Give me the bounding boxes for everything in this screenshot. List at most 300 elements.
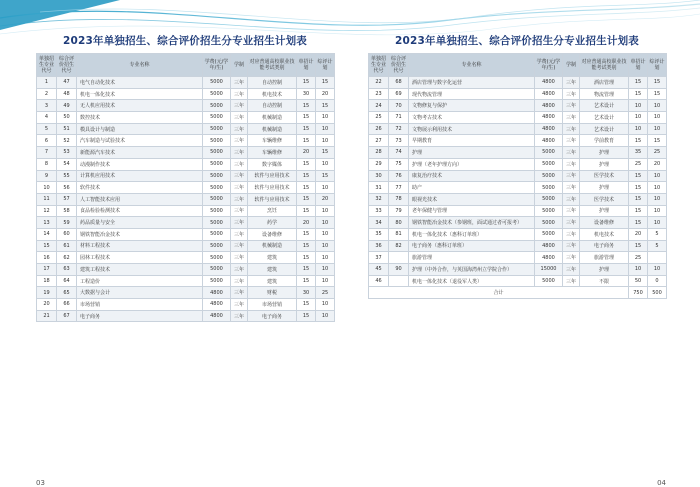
cell-eval-plan: 10: [648, 205, 667, 217]
cell-eval-plan: 5: [648, 228, 667, 240]
cell-eval-code: 66: [57, 299, 77, 311]
cell-enroll-code: 7: [37, 147, 57, 159]
cell-eval-plan: 10: [648, 217, 667, 229]
header-enroll-code: 单独招生专业代号: [369, 54, 389, 77]
cell-single-plan: 15: [297, 205, 316, 217]
cell-single-plan: 15: [629, 217, 648, 229]
table-row: [369, 170, 667, 182]
cell-exam-category: 软件与应用技术: [248, 170, 297, 182]
cell-exam-category: 护理: [580, 147, 629, 159]
cell-enroll-code: 3: [37, 100, 57, 112]
cell-major-name: 动漫制作技术: [77, 158, 203, 170]
cell-exam-category: 酒店管理: [580, 77, 629, 89]
cell-tuition: 4800: [203, 310, 231, 322]
cell-major-name: 老年保健与管理: [409, 205, 535, 217]
cell-major-name: 食品检验检测技术: [77, 205, 203, 217]
cell-exam-category: 机械制造: [248, 123, 297, 135]
cell-duration: 三年: [563, 252, 580, 264]
cell-enroll-code: 18: [37, 275, 57, 287]
cell-tuition: 5000: [203, 123, 231, 135]
cell-tuition: 5000: [203, 193, 231, 205]
table-row: [369, 252, 667, 264]
cell-tuition: 5000: [203, 264, 231, 276]
cell-enroll-code: 33: [369, 205, 389, 217]
cell-eval-code: 77: [389, 182, 409, 194]
header-single-plan: 单招计划: [629, 54, 648, 77]
table-row: [37, 100, 335, 112]
cell-eval-code: [389, 275, 409, 287]
cell-eval-code: 90: [389, 264, 409, 276]
cell-major-name: 酒店管理与数字化运营: [409, 77, 535, 89]
cell-eval-plan: 10: [316, 299, 335, 311]
cell-tuition: 5000: [203, 135, 231, 147]
cell-single-plan: 20: [297, 147, 316, 159]
cell-eval-plan: 10: [316, 217, 335, 229]
cell-major-name: 电子商务（惠科订单班）: [409, 240, 535, 252]
header-single-plan: 单招计划: [297, 54, 316, 77]
cell-eval-code: 69: [389, 88, 409, 100]
cell-eval-plan: 15: [316, 100, 335, 112]
cell-single-plan: 15: [297, 100, 316, 112]
cell-major-name: 助产: [409, 182, 535, 194]
cell-major-name: 旅游管理: [409, 252, 535, 264]
cell-eval-plan: 10: [648, 193, 667, 205]
cell-duration: 三年: [231, 264, 248, 276]
cell-major-name: 市场营销: [77, 299, 203, 311]
cell-tuition: 4800: [535, 135, 563, 147]
cell-tuition: 4800: [535, 123, 563, 135]
cell-eval-code: 47: [57, 77, 77, 89]
total-single-plan: 750: [629, 287, 648, 299]
cell-eval-code: [389, 252, 409, 264]
cell-exam-category: 机电技术: [580, 228, 629, 240]
cell-single-plan: 15: [297, 193, 316, 205]
cell-major-name: 材料工程技术: [77, 240, 203, 252]
header-duration: 学制: [231, 54, 248, 77]
cell-tuition: 4800: [535, 88, 563, 100]
cell-major-name: 工程造价: [77, 275, 203, 287]
cell-duration: 三年: [231, 217, 248, 229]
table-row: [37, 287, 335, 299]
left-page: [36, 34, 334, 487]
cell-tuition: 4800: [203, 299, 231, 311]
cell-enroll-code: 12: [37, 205, 57, 217]
cell-single-plan: 35: [629, 147, 648, 159]
cell-eval-plan: 20: [648, 158, 667, 170]
cell-major-name: 钢铁智能冶金技术: [77, 228, 203, 240]
table-row: [369, 158, 667, 170]
cell-eval-code: 81: [389, 228, 409, 240]
cell-duration: 三年: [563, 275, 580, 287]
cell-duration: 三年: [231, 205, 248, 217]
cell-eval-plan: 5: [648, 240, 667, 252]
cell-duration: 三年: [231, 123, 248, 135]
cell-tuition: 5000: [203, 147, 231, 159]
cell-tuition: 5000: [203, 77, 231, 89]
cell-enroll-code: 35: [369, 228, 389, 240]
cell-exam-category: 艺术设计: [580, 100, 629, 112]
cell-single-plan: 25: [629, 252, 648, 264]
cell-duration: 三年: [563, 158, 580, 170]
cell-single-plan: 30: [297, 88, 316, 100]
cell-eval-code: 61: [57, 240, 77, 252]
header-duration: 学制: [563, 54, 580, 77]
cell-duration: 三年: [231, 193, 248, 205]
cell-single-plan: 15: [297, 170, 316, 182]
cell-eval-code: 74: [389, 147, 409, 159]
cell-enroll-code: 34: [369, 217, 389, 229]
cell-duration: 三年: [231, 228, 248, 240]
cell-duration: 三年: [563, 182, 580, 194]
cell-tuition: 5000: [535, 170, 563, 182]
cell-eval-code: 67: [57, 310, 77, 322]
table-row: [369, 88, 667, 100]
cell-major-name: 人工智能技术应用: [77, 193, 203, 205]
cell-exam-category: 设备维修: [580, 217, 629, 229]
cell-duration: 三年: [231, 135, 248, 147]
header-tuition: 学费(元/学年/生): [535, 54, 563, 77]
header-eval-plan: 综评计划: [316, 54, 335, 77]
cell-eval-code: 51: [57, 123, 77, 135]
table-row: [37, 182, 335, 194]
cell-eval-code: 76: [389, 170, 409, 182]
cell-tuition: 5000: [203, 240, 231, 252]
cell-tuition: 4800: [203, 287, 231, 299]
table-row: [37, 205, 335, 217]
cell-eval-code: 80: [389, 217, 409, 229]
cell-eval-code: 75: [389, 158, 409, 170]
cell-tuition: 5000: [203, 112, 231, 124]
page-title: 2023年单独招生、综合评价招生分专业招生计划表: [394, 35, 640, 47]
cell-major-name: 药品质量与安全: [77, 217, 203, 229]
cell-duration: 三年: [563, 193, 580, 205]
cell-duration: 三年: [563, 205, 580, 217]
cell-major-name: 现代物流管理: [409, 88, 535, 100]
cell-exam-category: 机电技术: [248, 88, 297, 100]
cell-enroll-code: 29: [369, 158, 389, 170]
total-row: [369, 287, 667, 299]
table-row: [37, 193, 335, 205]
cell-major-name: 电气自动化技术: [77, 77, 203, 89]
cell-single-plan: 10: [629, 264, 648, 276]
cell-enroll-code: 26: [369, 123, 389, 135]
cell-enroll-code: 32: [369, 193, 389, 205]
cell-eval-plan: 10: [316, 112, 335, 124]
cell-eval-code: 55: [57, 170, 77, 182]
cell-enroll-code: 9: [37, 170, 57, 182]
cell-eval-plan: 10: [316, 182, 335, 194]
page-title: 2023年单独招生、综合评价招生分专业招生计划表: [62, 35, 308, 47]
table-row: [369, 135, 667, 147]
cell-exam-category: 软件与应用技术: [248, 193, 297, 205]
cell-duration: 三年: [563, 217, 580, 229]
enrollment-table-left: [36, 53, 335, 322]
table-body-left: [37, 77, 335, 322]
cell-eval-code: 64: [57, 275, 77, 287]
cell-tuition: 5000: [203, 100, 231, 112]
cell-single-plan: 10: [629, 100, 648, 112]
cell-major-name: 文物考古技术: [409, 112, 535, 124]
cell-tuition: 4800: [535, 240, 563, 252]
cell-eval-code: 70: [389, 100, 409, 112]
cell-enroll-code: 37: [369, 252, 389, 264]
cell-major-name: 电子商务: [77, 310, 203, 322]
cell-single-plan: 15: [297, 252, 316, 264]
total-label: 合计: [369, 287, 629, 299]
table-row: [369, 217, 667, 229]
cell-major-name: 建筑工程技术: [77, 264, 203, 276]
cell-eval-plan: 10: [648, 100, 667, 112]
table-row: [369, 112, 667, 124]
cell-duration: 三年: [231, 170, 248, 182]
enrollment-table-right: [368, 53, 667, 299]
cell-enroll-code: 20: [37, 299, 57, 311]
right-page: [368, 34, 666, 487]
cell-enroll-code: 8: [37, 158, 57, 170]
cell-exam-category: 建筑: [248, 252, 297, 264]
cell-duration: 三年: [563, 77, 580, 89]
cell-eval-code: 56: [57, 182, 77, 194]
cell-exam-category: 车辆维修: [248, 147, 297, 159]
cell-duration: 三年: [563, 264, 580, 276]
cell-eval-plan: 10: [648, 123, 667, 135]
cell-eval-code: 50: [57, 112, 77, 124]
cell-tuition: 15000: [535, 264, 563, 276]
cell-duration: 三年: [231, 252, 248, 264]
cell-single-plan: 15: [297, 310, 316, 322]
cell-enroll-code: 15: [37, 240, 57, 252]
cell-enroll-code: 25: [369, 112, 389, 124]
cell-major-name: 无人机应用技术: [77, 100, 203, 112]
cell-enroll-code: 30: [369, 170, 389, 182]
cell-duration: 三年: [231, 310, 248, 322]
cell-eval-plan: 10: [316, 158, 335, 170]
table-row: [37, 123, 335, 135]
cell-eval-plan: 15: [316, 147, 335, 159]
table-row: [369, 228, 667, 240]
table-row: [369, 193, 667, 205]
cell-enroll-code: 2: [37, 88, 57, 100]
header-enroll-code: 单独招生专业代号: [37, 54, 57, 77]
cell-major-name: 眼视光技术: [409, 193, 535, 205]
cell-exam-category: 药学: [248, 217, 297, 229]
cell-major-name: 计算机应用技术: [77, 170, 203, 182]
cell-major-name: 模具设计与制造: [77, 123, 203, 135]
cell-eval-plan: 15: [316, 77, 335, 89]
cell-enroll-code: 10: [37, 182, 57, 194]
cell-eval-code: 58: [57, 205, 77, 217]
cell-exam-category: 财税: [248, 287, 297, 299]
cell-enroll-code: 45: [369, 264, 389, 276]
cell-eval-plan: 10: [316, 275, 335, 287]
cell-exam-category: 数字媒体: [248, 158, 297, 170]
cell-exam-category: 不限: [580, 275, 629, 287]
cell-single-plan: 15: [629, 170, 648, 182]
cell-exam-category: 护理: [580, 205, 629, 217]
cell-single-plan: 15: [629, 182, 648, 194]
cell-single-plan: 15: [297, 123, 316, 135]
cell-exam-category: 护理: [580, 158, 629, 170]
cell-enroll-code: 27: [369, 135, 389, 147]
cell-eval-plan: 10: [648, 264, 667, 276]
cell-tuition: 5000: [535, 147, 563, 159]
cell-eval-code: 73: [389, 135, 409, 147]
cell-eval-plan: 10: [316, 252, 335, 264]
cell-eval-code: 72: [389, 123, 409, 135]
cell-enroll-code: 16: [37, 252, 57, 264]
table-body-right: [369, 77, 667, 287]
cell-eval-code: 60: [57, 228, 77, 240]
cell-major-name: 机电一体化技术（惠科订单班）: [409, 228, 535, 240]
cell-enroll-code: 46: [369, 275, 389, 287]
cell-duration: 三年: [563, 170, 580, 182]
cell-major-name: 数控技术: [77, 112, 203, 124]
cell-single-plan: 15: [297, 158, 316, 170]
cell-exam-category: 学前教育: [580, 135, 629, 147]
cell-single-plan: 25: [629, 158, 648, 170]
cell-eval-plan: 20: [316, 193, 335, 205]
table-row: [37, 135, 335, 147]
cell-duration: 三年: [231, 77, 248, 89]
cell-major-name: 康复治疗技术: [409, 170, 535, 182]
cell-tuition: 5000: [535, 275, 563, 287]
table-row: [369, 123, 667, 135]
cell-tuition: 4800: [535, 77, 563, 89]
cell-tuition: 5000: [203, 182, 231, 194]
cell-enroll-code: 11: [37, 193, 57, 205]
cell-single-plan: 15: [297, 264, 316, 276]
cell-duration: 三年: [563, 135, 580, 147]
cell-enroll-code: 13: [37, 217, 57, 229]
table-row: [37, 112, 335, 124]
cell-major-name: 文物修复与保护: [409, 100, 535, 112]
cell-exam-category: 建筑: [248, 275, 297, 287]
cell-exam-category: 医学技术: [580, 170, 629, 182]
cell-major-name: 钢铁智能冶金技术（参钢班，面试通过者可报考）: [409, 217, 535, 229]
cell-single-plan: 10: [629, 112, 648, 124]
cell-eval-plan: 25: [648, 147, 667, 159]
cell-duration: 三年: [231, 147, 248, 159]
cell-tuition: 5000: [203, 88, 231, 100]
cell-exam-category: 物流管理: [580, 88, 629, 100]
cell-major-name: 护理（中外合作，与英国海湾州立学院合作）: [409, 264, 535, 276]
cell-enroll-code: 17: [37, 264, 57, 276]
cell-eval-code: 63: [57, 264, 77, 276]
cell-tuition: 5000: [203, 252, 231, 264]
cell-duration: 三年: [563, 147, 580, 159]
cell-duration: 三年: [231, 112, 248, 124]
cell-exam-category: 电子商务: [580, 240, 629, 252]
cell-single-plan: 15: [629, 77, 648, 89]
cell-eval-plan: 10: [316, 264, 335, 276]
cell-tuition: 4800: [535, 100, 563, 112]
cell-eval-plan: 0: [648, 275, 667, 287]
header-eval-code: 综合评价招生代号: [57, 54, 77, 77]
cell-single-plan: 15: [297, 182, 316, 194]
cell-exam-category: 设备维修: [248, 228, 297, 240]
table-header-row: [37, 54, 335, 77]
cell-exam-category: 机械制造: [248, 240, 297, 252]
table-row: [369, 240, 667, 252]
cell-duration: 三年: [563, 228, 580, 240]
cell-tuition: 5000: [203, 228, 231, 240]
cell-exam-category: 建筑: [248, 264, 297, 276]
cell-single-plan: 15: [297, 275, 316, 287]
cell-enroll-code: 4: [37, 112, 57, 124]
table-row: [37, 217, 335, 229]
cell-single-plan: 15: [629, 205, 648, 217]
cell-eval-code: 49: [57, 100, 77, 112]
cell-single-plan: 15: [629, 135, 648, 147]
cell-major-name: 园林工程技术: [77, 252, 203, 264]
cell-duration: 三年: [231, 88, 248, 100]
cell-eval-code: 53: [57, 147, 77, 159]
table-row: [37, 88, 335, 100]
header-major-name: 专业名称: [409, 54, 535, 77]
cell-duration: 三年: [563, 112, 580, 124]
table-row: [37, 158, 335, 170]
cell-single-plan: 15: [297, 240, 316, 252]
cell-enroll-code: 23: [369, 88, 389, 100]
header-exam-category: 对应普通高校职业技能考试类别: [580, 54, 629, 77]
cell-exam-category: 旅游管理: [580, 252, 629, 264]
table-row: [369, 182, 667, 194]
cell-single-plan: 15: [629, 240, 648, 252]
cell-eval-code: 59: [57, 217, 77, 229]
header-major-name: 专业名称: [77, 54, 203, 77]
cell-exam-category: 护理: [580, 264, 629, 276]
cell-eval-code: 82: [389, 240, 409, 252]
cell-eval-plan: 10: [648, 170, 667, 182]
cell-eval-code: 78: [389, 193, 409, 205]
cell-enroll-code: 22: [369, 77, 389, 89]
cell-single-plan: 50: [629, 275, 648, 287]
cell-duration: 三年: [563, 240, 580, 252]
cell-enroll-code: 31: [369, 182, 389, 194]
cell-single-plan: 10: [629, 123, 648, 135]
cell-eval-code: 62: [57, 252, 77, 264]
cell-major-name: 大数据与会计: [77, 287, 203, 299]
cell-eval-plan: 15: [648, 88, 667, 100]
table-row: [37, 228, 335, 240]
cell-duration: 三年: [231, 100, 248, 112]
cell-single-plan: 30: [297, 287, 316, 299]
cell-enroll-code: 6: [37, 135, 57, 147]
header-eval-plan: 综评计划: [648, 54, 667, 77]
cell-exam-category: 烹饪: [248, 205, 297, 217]
cell-single-plan: 15: [297, 299, 316, 311]
cell-eval-plan: 10: [648, 182, 667, 194]
cell-duration: 三年: [231, 158, 248, 170]
cell-eval-plan: 15: [648, 77, 667, 89]
cell-eval-code: 71: [389, 112, 409, 124]
cell-exam-category: 自动控制: [248, 100, 297, 112]
cell-major-name: 汽车制造与试验技术: [77, 135, 203, 147]
cell-tuition: 5000: [535, 158, 563, 170]
cell-tuition: 5000: [203, 205, 231, 217]
cell-tuition: 5000: [203, 217, 231, 229]
cell-major-name: 新能源汽车技术: [77, 147, 203, 159]
cell-exam-category: 机械制造: [248, 112, 297, 124]
cell-exam-category: 车辆维修: [248, 135, 297, 147]
cell-eval-code: 79: [389, 205, 409, 217]
cell-eval-plan: 10: [316, 123, 335, 135]
cell-enroll-code: 5: [37, 123, 57, 135]
cell-eval-plan: 25: [316, 287, 335, 299]
table-row: [369, 77, 667, 89]
cell-eval-plan: 15: [316, 170, 335, 182]
page-number: 03: [36, 479, 45, 487]
